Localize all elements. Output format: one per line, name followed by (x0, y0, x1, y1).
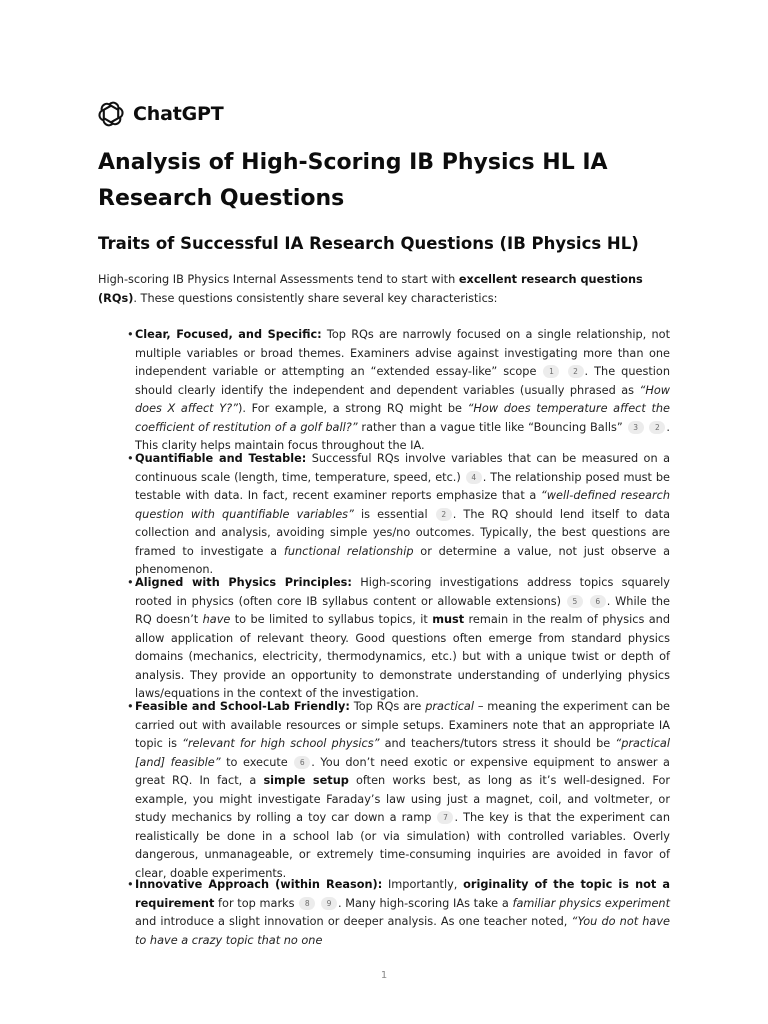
trait-text: Top RQs are (349, 700, 426, 713)
trait-italic: “How does X affect Y?” (135, 383, 670, 415)
trait-italic: “practical [and] feasible” (135, 737, 670, 769)
trait-italic: functional relationship (283, 544, 414, 558)
brand-name: ChatGPT (133, 103, 224, 125)
section-heading: Traits of Successful IA Research Questions (IB Physics HL) (98, 234, 639, 253)
trait-item-physics-principles (127, 574, 671, 704)
intro-text: . These questions consistently share several key characteristics: (133, 291, 498, 305)
openai-logo-icon (98, 101, 124, 127)
bullet: • (127, 328, 134, 341)
trait-text: and introduce a slight innovation or deeper analysis. As one teacher noted, (135, 915, 572, 928)
trait-text: often works best, as long as it’s well-designed. For example, you might investigate Faraday’s law using just a magnet, coil, and voltmeter, or study mechanics by rolling a toy car down a ramp (135, 774, 670, 824)
trait-text: . You don’t need exotic or expensive equipment to answer a great RQ. In fact, a (135, 755, 670, 787)
trait-italic: have (202, 613, 231, 626)
trait-text: . Many high-scoring IAs take a (337, 896, 513, 910)
trait-text: . The question should clearly identify the independent and dependent variables (usually phrased as (135, 365, 670, 397)
trait-text: . The RQ should lend itself to data collection and analysis, avoiding simple yes/no outcomes. Typically, the best questions are framed to investigate a (135, 507, 670, 558)
citation-badge[interactable]: 9 (321, 897, 337, 910)
trait-text: to be limited to syllabus topics, it (230, 613, 433, 626)
trait-text: . The relationship posed must be testable with data. In fact, recent examiner reports emphasize that a (135, 470, 670, 502)
trait-text: ). For example, a strong RQ might be (237, 402, 468, 415)
citation-badge[interactable]: 5 (567, 595, 583, 608)
trait-text: or determine a value, not just observe a phenomenon. (135, 544, 671, 576)
trait-text: Top RQs are narrowly focused on a single relationship, not multiple variables or broad themes. Examiners advise against investigating more than one independent variable or attempting an “extended essay-like” scope (135, 328, 670, 378)
trait-text: Importantly, (382, 878, 464, 891)
trait-emphasis: must (432, 613, 465, 626)
citation-badge[interactable]: 2 (649, 421, 665, 434)
bullet: • (127, 700, 134, 713)
trait-text: and teachers/tutors stress it should be (379, 737, 616, 750)
trait-italic: “You do not have to have a crazy topic that no one (135, 915, 670, 947)
trait-heading: Aligned with Physics Principles: (135, 576, 352, 589)
trait-text: . This clarity helps maintain focus throughout the IA. (135, 420, 670, 452)
trait-italic: “well-defined research question with quantifiable variables” (135, 489, 670, 521)
citation-badge[interactable]: 2 (436, 508, 452, 521)
bullet: • (127, 452, 134, 465)
trait-heading: Clear, Focused, and Specific: (135, 328, 322, 341)
document-title: Analysis of High-Scoring IB Physics HL IA Research Questions (98, 150, 608, 211)
trait-emphasis: simple setup (263, 774, 349, 787)
citation-badge[interactable]: 6 (590, 595, 606, 608)
citation-badge[interactable]: 1 (543, 365, 559, 378)
trait-text: . While the RQ doesn’t (135, 594, 671, 626)
trait-heading: Innovative Approach (within Reason): (135, 878, 383, 891)
intro-emphasis: excellent research questions (RQs) (98, 273, 643, 305)
trait-heading: Quantifiable and Testable: (135, 452, 307, 465)
trait-text: High-scoring investigations address topics squarely rooted in physics (often core IB syllabus content or allowable extensions) (135, 576, 670, 608)
trait-text: to execute (220, 755, 294, 769)
trait-italic: familiar physics experiment (512, 896, 670, 910)
trait-text: is essential (353, 507, 435, 521)
bullet: • (127, 878, 134, 891)
trait-item-feasible (127, 698, 670, 883)
citation-badge[interactable]: 8 (299, 897, 315, 910)
trait-text: remain in the realm of physics and allow application of relevant theory. Good questions often emerge from standard physics domains (mechanics, electricity, thermodynamics, etc.) but with a unique twist or depth of analysis. They provide an opportunity to demonstrate understanding of underlying physics laws/equations in the context of the investigation. (135, 613, 670, 700)
citation-badge[interactable]: 2 (568, 365, 584, 378)
trait-text: rather than a vague title like “Bouncing Balls” (357, 420, 627, 434)
trait-text: Successful RQs involve variables that can be measured on a continuous scale (length, time, temperature, speed, etc.) (135, 452, 670, 484)
trait-emphasis: originality of the topic is not a requirement (135, 878, 670, 910)
trait-item-clear-focused (127, 326, 670, 456)
trait-italic: “How does temperature affect the coefficient of restitution of a golf ball?” (135, 402, 670, 434)
trait-text: . The key is that the experiment can realistically be done in a school lab (or via simulation) with controlled variables. Overly dangerous, unmanageable, or extremely time-consuming inquiries are avoided in favor of clear, doable experiments. (135, 811, 670, 880)
trait-item-quantifiable (127, 450, 671, 580)
trait-text: for top marks (214, 896, 299, 910)
bullet: • (127, 576, 134, 589)
trait-italic: “relevant for high school physics” (182, 737, 380, 750)
citation-badge[interactable]: 7 (437, 811, 453, 824)
citation-badge[interactable]: 6 (294, 756, 310, 769)
trait-item-innovative (127, 876, 670, 950)
trait-italic: practical (425, 700, 474, 713)
trait-text: – meaning the experiment can be carried out with available resources or simple setups. Examiners note that an appropriate IA topic is (135, 700, 670, 750)
intro-paragraph (98, 271, 671, 308)
citation-badge[interactable]: 3 (628, 421, 644, 434)
brand-header (98, 100, 223, 128)
citation-badge[interactable]: 4 (466, 471, 482, 484)
page-number: 1 (380, 970, 388, 981)
trait-heading: Feasible and School-Lab Friendly: (135, 700, 350, 713)
intro-text: High-scoring IB Physics Internal Assessments tend to start with (98, 273, 459, 286)
